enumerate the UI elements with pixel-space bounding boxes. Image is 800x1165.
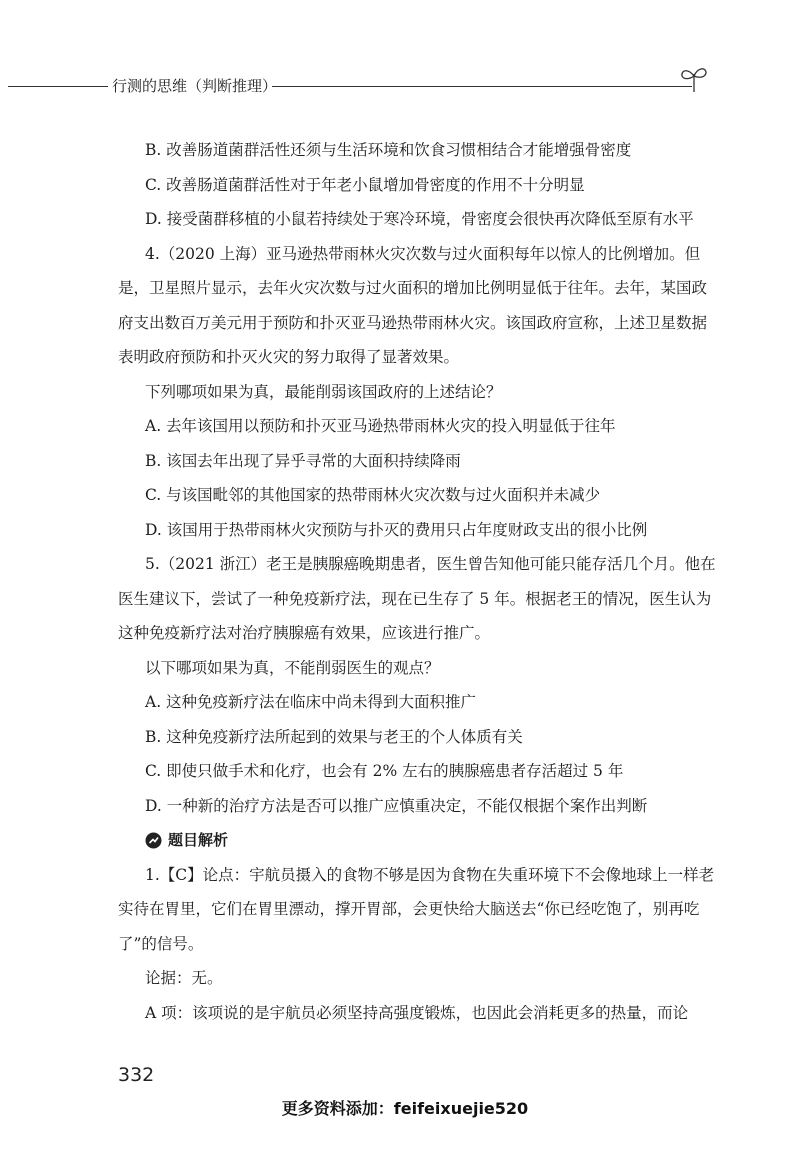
running-header	[0, 66, 800, 106]
option-b-q5: B. 这种免疫新疗法所起到的效果与老王的个人体质有关	[145, 727, 523, 746]
header-title: 行测的思维（判断推理）	[112, 77, 278, 95]
option-a-q5: A. 这种免疫新疗法在临床中尚未得到大面积推广	[145, 693, 477, 711]
option-d-q3: D. 接受菌群移植的小鼠若持续处于寒冷环境，骨密度会很快再次降低至原有水平	[145, 210, 694, 228]
section-heading	[118, 823, 716, 858]
analysis-badge-icon	[145, 832, 162, 849]
option-c-q4: C. 与该国毗邻的其他国家的热带雨林火灾次数与过火面积并未减少	[145, 486, 601, 504]
question-4-stem: 4.（2020 上海）亚马逊热带雨林火灾次数与过火面积每年以惊人的比例增加。但是，卫星照片显示，去年火灾次数与过火面积的增加比例明显低于往年。去年，某国政府支出数百万美元用于预防和扑灭亚马逊热带雨林火灾。该国政府宣称，上述卫星数据表明政府预防和扑灭火灾的努力取得了显著效果。	[118, 244, 708, 366]
footer-watermark: 更多资料添加：feifeixuejie520	[281, 1099, 529, 1118]
analysis-1: 1.【C】论点：宇航员摄入的食物不够是因为食物在失重环境下不会像地球上一样老实待在胃里，它们在胃里漂动，撑开胃部，会更快给大脑送去“你已经吃饱了，别再吃了”的信号。	[118, 865, 715, 953]
option-b-q3: B. 改善肠道菌群活性还须与生活环境和饮食习惯相结合才能增强骨密度	[145, 141, 632, 159]
question-5-prompt: 以下哪项如果为真，不能削弱医生的观点？	[145, 658, 440, 677]
option-a-q4: A. 去年该国用以预防和扑灭亚马逊热带雨林火灾的投入明显低于往年	[145, 417, 616, 435]
option-c-q5: C. 即使只做手术和化疗，也会有 2% 左右的胰腺癌患者存活超过 5 年	[145, 762, 624, 780]
header-rule-right	[272, 86, 692, 87]
sprout-icon	[676, 64, 712, 94]
question-4-prompt: 下列哪项如果为真，最能削弱该国政府的上述结论？	[145, 382, 502, 401]
page-number: 332	[118, 1064, 155, 1086]
question-5-stem: 5.（2021 浙江）老王是胰腺癌晚期患者，医生曾告知他可能只能存活几个月。他在医生建议下，尝试了一种免疫新疗法，现在已生存了 5 年。根据老王的情况，医生认为这种免疫新疗法对治疗胰腺癌有效果，应该进行推广。	[118, 555, 716, 642]
analysis-evidence: 论据：无。	[145, 969, 223, 987]
option-c-q3: C. 改善肠道菌群活性对于年老小鼠增加骨密度的作用不十分明显	[145, 175, 585, 194]
page-body	[118, 133, 716, 1030]
section-title: 题目解析	[168, 831, 229, 849]
analysis-option-a: A 项：该项说的是宇航员必须坚持高强度锻炼，也因此会消耗更多的热量，而论	[145, 1003, 689, 1022]
header-rule-left	[8, 86, 108, 87]
option-b-q4: B. 该国去年出现了异乎寻常的大面积持续降雨	[145, 451, 461, 470]
option-d-q4: D. 该国用于热带雨林火灾预防与扑灭的费用只占年度财政支出的很小比例	[145, 520, 648, 539]
option-d-q5: D. 一种新的治疗方法是否可以推广应慎重决定，不能仅根据个案作出判断	[145, 796, 648, 815]
